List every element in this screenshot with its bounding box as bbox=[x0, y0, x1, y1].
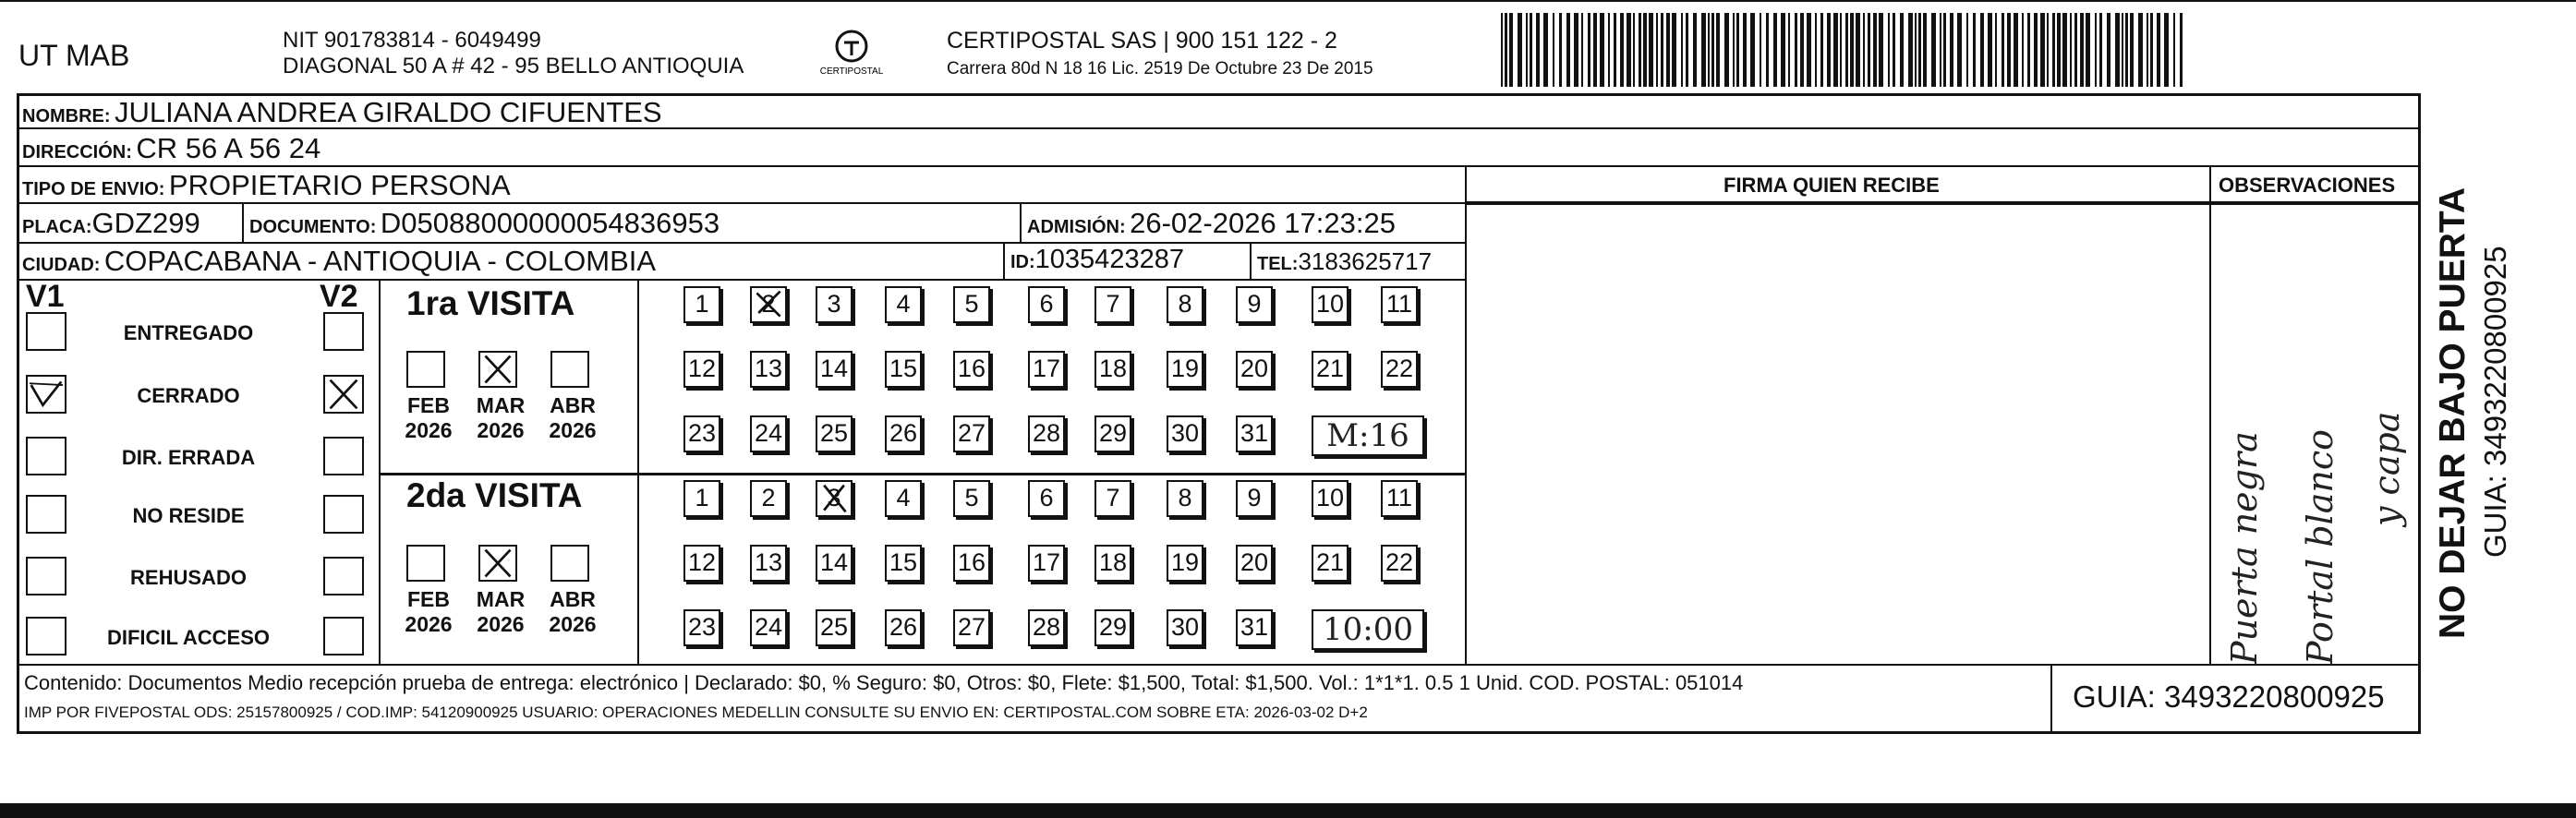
barcode-bar bbox=[2095, 13, 2097, 87]
barcode-bar bbox=[1614, 13, 1616, 87]
barcode-bar bbox=[1559, 13, 1562, 87]
day-box[interactable]: 31 bbox=[1236, 609, 1273, 646]
barcode-bar bbox=[1566, 13, 1570, 87]
day-box[interactable]: 4 bbox=[885, 286, 922, 323]
day-box[interactable]: 10 bbox=[1312, 286, 1348, 323]
barcode-bar bbox=[1711, 13, 1714, 87]
barcode-bar bbox=[1553, 13, 1554, 87]
barcode-bar bbox=[2040, 13, 2045, 87]
day-box[interactable]: 11 bbox=[1381, 480, 1418, 517]
name-label: NOMBRE: bbox=[22, 106, 111, 126]
admission-label: ADMISIÓN: bbox=[1027, 217, 1126, 237]
v1-checkbox[interactable] bbox=[26, 495, 67, 534]
day-box[interactable]: 23 bbox=[683, 609, 720, 646]
day-box[interactable]: 23 bbox=[683, 415, 720, 452]
v1-checkbox[interactable] bbox=[26, 437, 67, 475]
day-box[interactable]: 9 bbox=[1236, 480, 1273, 517]
barcode-bar bbox=[1724, 13, 1729, 87]
barcode-bar bbox=[1815, 13, 1817, 87]
month-label: MAR 2026 bbox=[476, 393, 526, 442]
barcode-bar bbox=[1957, 13, 1962, 87]
day-box[interactable]: 13 bbox=[750, 545, 787, 582]
barcode-bar bbox=[1574, 13, 1578, 87]
obs-line-2: Portal blanco bbox=[2300, 429, 2340, 665]
barcode-bar bbox=[1840, 13, 1842, 87]
day-box[interactable]: 27 bbox=[953, 609, 990, 646]
day-box[interactable]: 1 bbox=[683, 286, 720, 323]
day-box[interactable]: 31 bbox=[1236, 415, 1273, 452]
day-box[interactable]: 29 bbox=[1094, 415, 1131, 452]
barcode-bar bbox=[1827, 13, 1831, 87]
v2-checkbox[interactable] bbox=[323, 617, 364, 656]
barcode-bar bbox=[1581, 13, 1583, 87]
day-box[interactable]: 26 bbox=[885, 415, 922, 452]
admission-date: 26-02-2026 17:23:25 bbox=[1130, 207, 1396, 239]
day-box[interactable]: 6 bbox=[1028, 286, 1065, 323]
barcode-bar bbox=[2080, 13, 2084, 87]
barcode-bar bbox=[1509, 13, 1513, 87]
barcode-bar bbox=[2125, 13, 2128, 87]
barcode-bar bbox=[1995, 13, 1997, 87]
month-checkbox[interactable] bbox=[478, 351, 517, 388]
day-box[interactable]: 15 bbox=[885, 545, 922, 582]
barcode-bar bbox=[2130, 13, 2134, 87]
day-box[interactable]: 20 bbox=[1236, 351, 1273, 388]
barcode-bar bbox=[1701, 13, 1706, 87]
barcode-bar bbox=[1686, 13, 1688, 87]
barcode-bar bbox=[1693, 13, 1697, 87]
barcode-bar bbox=[1672, 13, 1676, 87]
recipient-address: CR 56 A 56 24 bbox=[136, 132, 321, 164]
bottom-bar bbox=[0, 803, 2576, 818]
day-box[interactable]: 4 bbox=[885, 480, 922, 517]
barcode-bar bbox=[1773, 13, 1777, 87]
day-box[interactable]: 12 bbox=[683, 351, 720, 388]
side-guia: GUIA: 3493220800925 bbox=[2478, 246, 2512, 558]
month-label: ABR 2026 bbox=[549, 393, 597, 442]
visit-time: M:16 bbox=[1312, 415, 1424, 456]
day-box[interactable]: 16 bbox=[953, 545, 990, 582]
barcode-bar bbox=[1736, 13, 1739, 87]
plate-label: PLACA: bbox=[22, 217, 92, 237]
month-label: FEB 2026 bbox=[405, 393, 453, 442]
day-box[interactable]: 20 bbox=[1236, 545, 1273, 582]
address-label: DIRECCIÓN: bbox=[22, 142, 132, 162]
barcode-bar bbox=[1620, 13, 1624, 87]
barcode-bar bbox=[2022, 13, 2024, 87]
day-box[interactable]: 3 bbox=[816, 286, 853, 323]
id-number: 1035423287 bbox=[1034, 245, 1184, 274]
day-box[interactable]: 22 bbox=[1381, 545, 1418, 582]
v2-checkbox[interactable] bbox=[323, 557, 364, 595]
barcode-bar bbox=[1863, 13, 1865, 87]
day-box[interactable]: 30 bbox=[1167, 415, 1203, 452]
day-box[interactable]: 7 bbox=[1094, 286, 1131, 323]
barcode-bar bbox=[1526, 13, 1528, 87]
barcode-bar bbox=[1656, 13, 1658, 87]
day-box[interactable]: 10 bbox=[1312, 480, 1348, 517]
barcode-bar bbox=[1530, 13, 1532, 87]
company-address: DIAGONAL 50 A # 42 - 95 BELLO ANTIOQUIA bbox=[283, 54, 744, 78]
v1-checkbox[interactable] bbox=[26, 557, 67, 595]
barcode-bar bbox=[1868, 13, 1870, 87]
day-box[interactable]: 27 bbox=[953, 415, 990, 452]
barcode-bar bbox=[2122, 13, 2123, 87]
month-label: FEB 2026 bbox=[405, 587, 453, 636]
barcode-bar bbox=[1633, 13, 1635, 87]
barcode-bar bbox=[1900, 13, 1904, 87]
barcode-bar bbox=[2007, 13, 2011, 87]
barcode-bar bbox=[1608, 13, 1610, 87]
day-box[interactable]: 18 bbox=[1094, 351, 1131, 388]
barcode bbox=[1501, 13, 2184, 87]
barcode-bar bbox=[1593, 13, 1597, 87]
barcode-bar bbox=[1716, 13, 1720, 87]
day-box[interactable]: 15 bbox=[885, 351, 922, 388]
visit2-title: 2da VISITA bbox=[406, 476, 583, 514]
barcode-bar bbox=[1505, 13, 1507, 87]
barcode-bar bbox=[2034, 13, 2038, 87]
barcode-bar bbox=[2057, 13, 2061, 87]
day-box[interactable]: 5 bbox=[953, 286, 990, 323]
id-label: ID: bbox=[1010, 252, 1035, 272]
barcode-bar bbox=[1600, 13, 1604, 87]
status-label: DIR. ERRADA bbox=[121, 446, 256, 469]
barcode-bar bbox=[1543, 13, 1548, 87]
month-label: ABR 2026 bbox=[549, 587, 597, 636]
barcode-bar bbox=[1940, 13, 1941, 87]
barcode-bar bbox=[1536, 13, 1540, 87]
barcode-bar bbox=[2150, 13, 2153, 87]
day-box[interactable]: 16 bbox=[953, 351, 990, 388]
barcode-bar bbox=[1973, 13, 1976, 87]
day-box[interactable]: 14 bbox=[816, 545, 853, 582]
day-box[interactable]: 17 bbox=[1028, 351, 1065, 388]
day-box[interactable]: 24 bbox=[750, 609, 787, 646]
document: D05088000000054836953 bbox=[380, 207, 720, 239]
barcode-bar bbox=[1850, 13, 1854, 87]
day-box[interactable]: 8 bbox=[1167, 286, 1203, 323]
barcode-bar bbox=[1643, 13, 1647, 87]
barcode-bar bbox=[1708, 13, 1710, 87]
day-box[interactable]: 26 bbox=[885, 609, 922, 646]
barcode-bar bbox=[1943, 13, 1946, 87]
barcode-bar bbox=[2115, 13, 2120, 87]
barcode-bar bbox=[1795, 13, 1797, 87]
day-box[interactable]: 22 bbox=[1381, 351, 1418, 388]
day-box[interactable]: 29 bbox=[1094, 609, 1131, 646]
city: COPACABANA - ANTIOQUIA - COLOMBIA bbox=[103, 245, 657, 277]
barcode-bar bbox=[1681, 13, 1683, 87]
v1-checkbox[interactable] bbox=[26, 617, 67, 656]
day-box[interactable]: 2 bbox=[750, 286, 787, 323]
day-box[interactable]: 7 bbox=[1094, 480, 1131, 517]
footer-print-info: IMP POR FIVEPOSTAL ODS: 25157800925 / COD.IMP: 54120900925 USUARIO: OPERACIONES MEDELLIN CONSULTE SU ENVIO EN: CERTIPOSTAL.COM SOBRE ETA: 2026-03-02 D+2 bbox=[24, 704, 1368, 721]
barcode-bar bbox=[1918, 13, 1921, 87]
day-box[interactable]: 8 bbox=[1167, 480, 1203, 517]
barcode-bar bbox=[1888, 13, 1890, 87]
visit1-title: 1ra VISITA bbox=[406, 284, 575, 322]
shipment-type: PROPIETARIO PERSONA bbox=[168, 169, 511, 201]
day-box[interactable]: 13 bbox=[750, 351, 787, 388]
barcode-bar bbox=[1915, 13, 1917, 87]
status-label: ENTREGADO bbox=[123, 321, 254, 344]
day-box[interactable]: 25 bbox=[816, 415, 853, 452]
barcode-bar bbox=[2062, 13, 2067, 87]
barcode-bar bbox=[1733, 13, 1735, 87]
day-box[interactable]: 17 bbox=[1028, 545, 1065, 582]
telephone: 3183625717 bbox=[1298, 247, 1433, 275]
barcode-bar bbox=[2052, 13, 2055, 87]
barcode-bar bbox=[2180, 13, 2183, 87]
footer-content: Contenido: Documentos Medio recepción prueba de entrega: electrónico | Declarado: $0, % Seguro: $0, Otros: $0, Flete: $1,500, Total: $1,500. Vol.: 1*1*1. 0.5 1 Unid. COD. POSTAL: 051014 bbox=[24, 671, 1744, 694]
type-label: TIPO DE ENVIO: bbox=[22, 179, 165, 199]
barcode-bar bbox=[2014, 13, 2018, 87]
month-checkbox[interactable] bbox=[550, 351, 589, 388]
day-box[interactable]: 30 bbox=[1167, 609, 1203, 646]
barcode-bar bbox=[2164, 13, 2169, 87]
status-label: CERRADO bbox=[137, 384, 240, 407]
day-box[interactable]: 24 bbox=[750, 415, 787, 452]
barcode-bar bbox=[2086, 13, 2090, 87]
day-box[interactable]: 14 bbox=[816, 351, 853, 388]
barcode-bar bbox=[1966, 13, 1968, 87]
barcode-bar bbox=[1766, 13, 1769, 87]
barcode-bar bbox=[1661, 13, 1663, 87]
v2-header: V2 bbox=[320, 279, 358, 314]
barcode-bar bbox=[1501, 13, 1503, 87]
barcode-bar bbox=[1800, 13, 1804, 87]
barcode-bar bbox=[1781, 13, 1785, 87]
barcode-bar bbox=[2107, 13, 2110, 87]
barcode-bar bbox=[1518, 13, 1522, 87]
carrier-name: CERTIPOSTAL SAS | 900 151 122 - 2 bbox=[947, 28, 1337, 54]
barcode-bar bbox=[1750, 13, 1755, 87]
day-box[interactable]: 3 bbox=[816, 480, 853, 517]
month-checkbox[interactable] bbox=[550, 545, 589, 582]
barcode-bar bbox=[1649, 13, 1653, 87]
barcode-bar bbox=[1908, 13, 1913, 87]
barcode-bar bbox=[1873, 13, 1877, 87]
barcode-bar bbox=[2099, 13, 2102, 87]
barcode-bar bbox=[2070, 13, 2072, 87]
barcode-bar bbox=[1788, 13, 1790, 87]
barcode-bar bbox=[1879, 13, 1883, 87]
month-label: MAR 2026 bbox=[476, 587, 526, 636]
no-under-door-notice: NO DEJAR BAJO PUERTA bbox=[2433, 186, 2473, 639]
v2-checkbox[interactable] bbox=[323, 312, 364, 351]
day-box[interactable]: 28 bbox=[1028, 609, 1065, 646]
v1-checkbox[interactable] bbox=[26, 375, 67, 414]
obs-line-3: y capa bbox=[2366, 411, 2407, 526]
barcode-bar bbox=[1950, 13, 1953, 87]
barcode-bar bbox=[2047, 13, 2049, 87]
v2-checkbox[interactable] bbox=[323, 495, 364, 534]
day-box[interactable]: 12 bbox=[683, 545, 720, 582]
logo-text: CERTIPOSTAL bbox=[819, 66, 884, 77]
v1-checkbox[interactable] bbox=[26, 312, 67, 351]
day-box[interactable]: 11 bbox=[1381, 286, 1418, 323]
day-box[interactable]: 18 bbox=[1094, 545, 1131, 582]
month-checkbox[interactable] bbox=[406, 545, 445, 582]
signature-header: FIRMA QUIEN RECIBE bbox=[1723, 174, 1940, 197]
footer-guia: GUIA: 3493220800925 bbox=[2073, 680, 2385, 714]
day-box[interactable]: 2 bbox=[750, 480, 787, 517]
plate: GDZ299 bbox=[91, 207, 200, 239]
barcode-bar bbox=[2027, 13, 2030, 87]
barcode-bar bbox=[1743, 13, 1747, 87]
visit-time: 10:00 bbox=[1312, 609, 1424, 650]
barcode-bar bbox=[1833, 13, 1838, 87]
recipient-name: JULIANA ANDREA GIRALDO CIFUENTES bbox=[115, 96, 662, 128]
barcode-bar bbox=[1588, 13, 1590, 87]
day-box[interactable]: 25 bbox=[816, 609, 853, 646]
barcode-bar bbox=[1807, 13, 1811, 87]
barcode-bar bbox=[2002, 13, 2004, 87]
day-box[interactable]: 6 bbox=[1028, 480, 1065, 517]
barcode-bar bbox=[1980, 13, 1984, 87]
barcode-bar bbox=[1639, 13, 1641, 87]
status-label: REHUSADO bbox=[130, 566, 247, 589]
month-checkbox[interactable] bbox=[406, 351, 445, 388]
day-box[interactable]: 19 bbox=[1167, 545, 1203, 582]
barcode-bar bbox=[2157, 13, 2160, 87]
document-label: DOCUMENTO: bbox=[249, 217, 377, 237]
nit: NIT 901783814 - 6049499 bbox=[283, 28, 541, 53]
v2-checkbox[interactable] bbox=[323, 375, 364, 414]
barcode-bar bbox=[1923, 13, 1927, 87]
barcode-bar bbox=[1666, 13, 1670, 87]
status-label: NO RESIDE bbox=[132, 504, 245, 527]
barcode-bar bbox=[2173, 13, 2175, 87]
barcode-bar bbox=[1893, 13, 1895, 87]
day-box[interactable]: 19 bbox=[1167, 351, 1203, 388]
obs-line-1: Puerta negra bbox=[2224, 431, 2265, 665]
barcode-bar bbox=[1845, 13, 1848, 87]
v2-checkbox[interactable] bbox=[323, 437, 364, 475]
barcode-bar bbox=[2138, 13, 2143, 87]
company-name: UT MAB bbox=[18, 39, 130, 72]
carrier-address: Carrera 80d N 18 16 Lic. 2519 De Octubre 23 De 2015 bbox=[947, 59, 1373, 78]
day-box[interactable]: 21 bbox=[1312, 545, 1348, 582]
v1-header: V1 bbox=[26, 279, 65, 314]
barcode-bar bbox=[2147, 13, 2148, 87]
day-box[interactable]: 5 bbox=[953, 480, 990, 517]
barcode-bar bbox=[1856, 13, 1860, 87]
day-box[interactable]: 28 bbox=[1028, 415, 1065, 452]
barcode-bar bbox=[1820, 13, 1823, 87]
barcode-bar bbox=[1627, 13, 1631, 87]
certipostal-logo-icon bbox=[815, 26, 889, 81]
observations-header: OBSERVACIONES bbox=[2219, 174, 2396, 197]
status-label: DIFICIL ACCESO bbox=[106, 626, 270, 649]
barcode-bar bbox=[1760, 13, 1761, 87]
day-box[interactable]: 9 bbox=[1236, 286, 1273, 323]
city-label: CIUDAD: bbox=[22, 255, 101, 275]
barcode-bar bbox=[1988, 13, 1992, 87]
day-box[interactable]: 1 bbox=[683, 480, 720, 517]
month-checkbox[interactable] bbox=[478, 545, 517, 582]
barcode-bar bbox=[2074, 13, 2077, 87]
tel-label: TEL: bbox=[1257, 254, 1299, 274]
day-box[interactable]: 21 bbox=[1312, 351, 1348, 388]
barcode-bar bbox=[1931, 13, 1936, 87]
